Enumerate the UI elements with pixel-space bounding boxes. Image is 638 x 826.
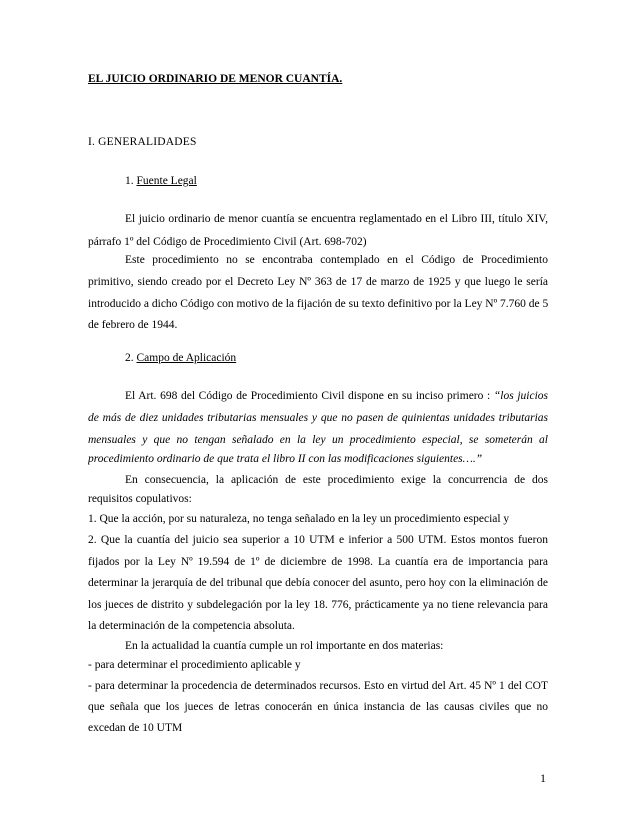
list-item: - para determinar el procedimiento aplicable y [88, 659, 301, 671]
subsection-number: 1. [125, 175, 134, 187]
document-title: EL JUICIO ORDINARIO DE MENOR CUANTÍA. [88, 73, 343, 85]
subsection-number: 2. [125, 352, 134, 364]
paragraph-line: fijados por la Ley Nº 19.594 de 1º de diciembre de 1998. La cuantía era de importancia para [88, 556, 548, 568]
list-item: - para determinar la procedencia de determinados recursos. Esto en virtud del Art. 45 Nº 1 del COT [88, 680, 548, 692]
section-heading: I. GENERALIDADES [88, 136, 197, 148]
paragraph-line: excedan de 10 UTM [88, 722, 183, 734]
subsection-heading-campo-de-aplicacion [125, 352, 236, 364]
subsection-title: Fuente Legal [136, 175, 197, 187]
subsection-title: Campo de Aplicación [136, 352, 237, 364]
quote-line: de más de diez unidades tributarias mensuales y que no pasen de quinientas unidades tributarias [88, 412, 548, 424]
paragraph-line: introducido a dicho Código con motivo de la fijación de su texto definitivo por la Ley Nº 7.760 de 5 [88, 298, 548, 310]
subsection-heading-fuente-legal [125, 175, 197, 187]
paragraph-line: En consecuencia, la aplicación de este procedimiento exige la concurrencia de dos [125, 474, 548, 486]
quote-text: “los juicios [493, 390, 548, 402]
paragraph-line: En la actualidad la cuantía cumple un rol importante en dos materias: [125, 640, 444, 652]
paragraph-line: El juicio ordinario de menor cuantía se encuentra reglamentado en el Libro III, título XIV, [125, 213, 548, 225]
paragraph-line: de febrero de 1944. [88, 319, 178, 331]
paragraph-line: primitivo, siendo creado por el Decreto Ley Nº 363 de 17 de marzo de 1925 y que luego le sería [88, 276, 548, 288]
paragraph-line: Este procedimiento no se encontraba contemplado en el Código de Procedimiento [125, 254, 548, 266]
paragraph-line: párrafo 1º del Código de Procedimiento Civil (Art. 698-702) [88, 236, 367, 248]
quote-line: mensuales y que no tengan señalado en la ley un procedimiento especial, se someterán al [88, 434, 548, 446]
paragraph-line: que señala que los jueces de letras conocerán en única instancia de las causas civiles que no [88, 701, 548, 713]
paragraph-text: El Art. 698 del Código de Procedimiento Civil dispone en su inciso primero : [125, 390, 494, 402]
paragraph-line: los jueces de distrito y subdelegación por la ley 18. 776, prácticamente ya no tiene relevancia para [88, 599, 548, 611]
paragraph-line: la determinación de la competencia absoluta. [88, 620, 295, 632]
paragraph-line [125, 389, 548, 403]
list-item: 1. Que la acción, por su naturaleza, no tenga señalado en la ley un procedimiento especial y [88, 513, 510, 525]
list-item: 2. Que la cuantía del juicio sea superior a 10 UTM e inferior a 500 UTM. Estos montos fueron [88, 534, 548, 546]
paragraph-line: determinar la jerarquía de del tribunal que debía conocer del asunto, pero hoy con la eliminación de [88, 577, 548, 589]
quote-line: procedimiento ordinario de que trata el libro II con las modificaciones siguientes….” [88, 453, 483, 465]
page-number: 1 [540, 771, 546, 785]
paragraph-line: requisitos copulativos: [88, 493, 192, 505]
